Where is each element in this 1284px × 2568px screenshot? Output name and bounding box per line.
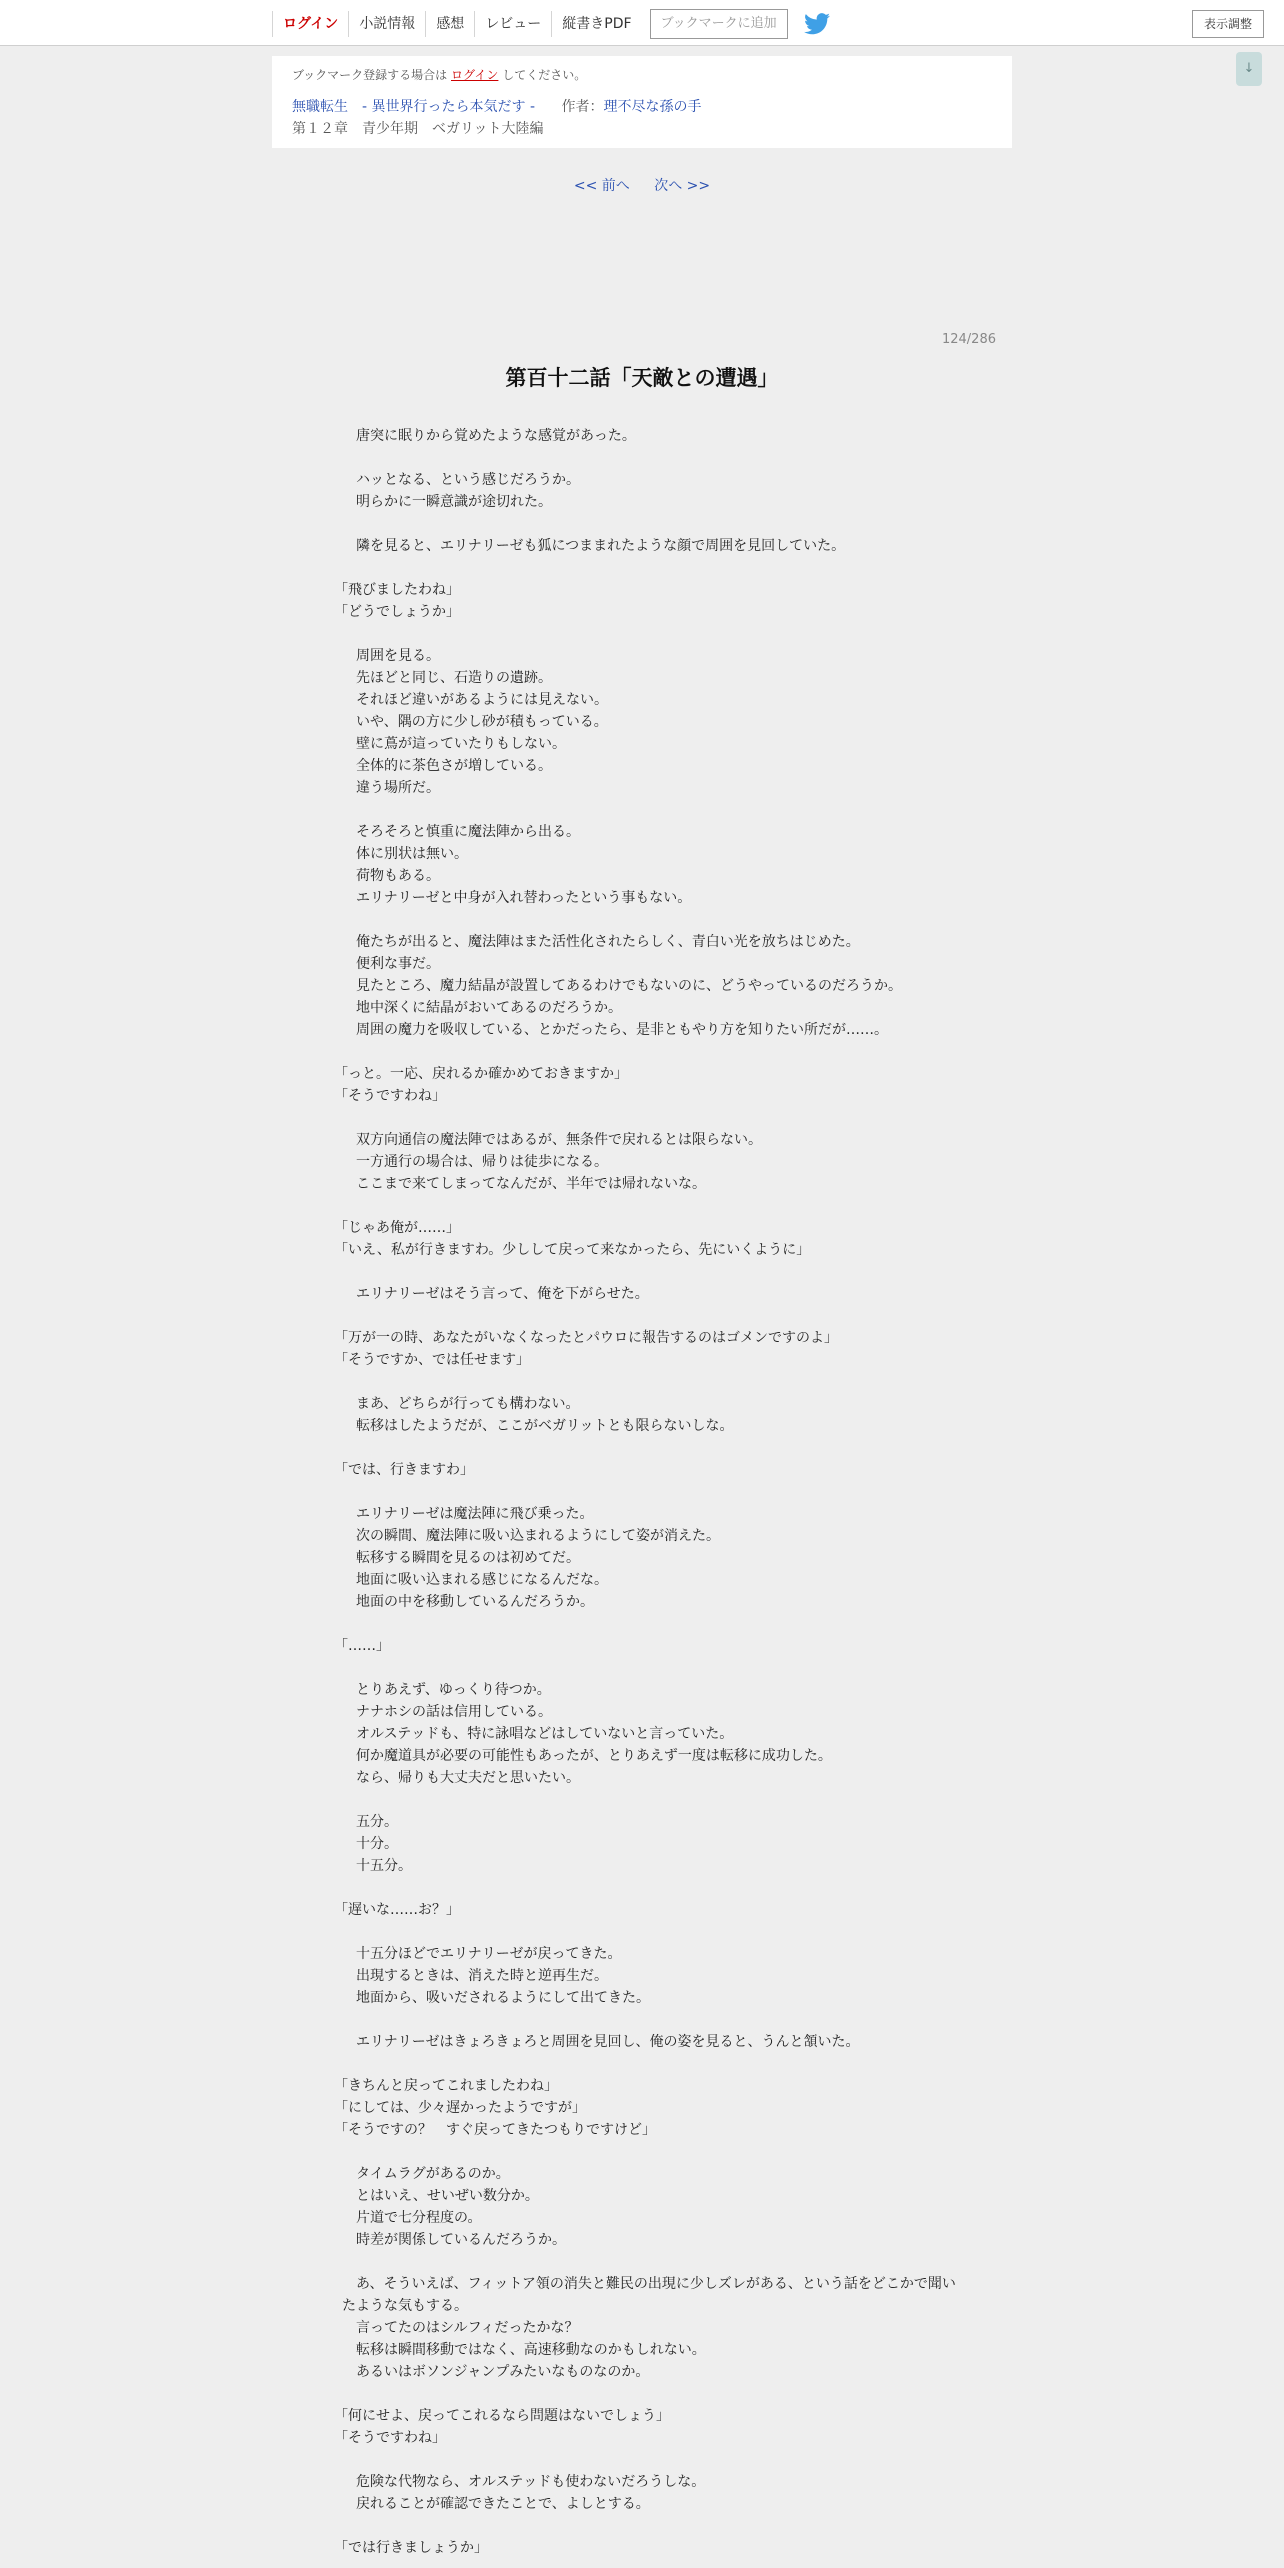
body-line: あるいはボソンジャンプみたいなものなのか。	[342, 2364, 650, 2380]
bookmark-notice-text: ブックマーク登録する場合は	[292, 68, 448, 82]
body-line	[342, 1261, 962, 1283]
chapter-title: 第１２章 青少年期 ベガリット大陸編	[292, 121, 544, 137]
body-line	[342, 447, 962, 469]
body-line	[342, 2383, 962, 2405]
prev-episode-link[interactable]: << 前へ	[573, 178, 630, 194]
body-line	[342, 1041, 962, 1063]
body-line	[342, 1305, 962, 1327]
body-line: 「では行きましょうか」	[334, 2540, 488, 2556]
body-line	[342, 2141, 962, 2163]
bookmark-notice	[292, 64, 992, 86]
body-line: エリナリーゼはきょろきょろと周囲を見回し、俺の姿を見ると、うんと頷いた。	[342, 2034, 860, 2050]
body-line: とはいえ、せいぜい数分か。	[342, 2188, 539, 2204]
body-line: それほど違いがあるようには見えない。	[342, 692, 608, 708]
body-line: 「では、行きますわ」	[334, 1462, 474, 1478]
body-line	[342, 623, 962, 645]
body-line: ここまで来てしまってなんだが、半年では帰れないな。	[342, 1176, 706, 1192]
body-line: 地中深くに結晶がおいてあるのだろうか。	[342, 1000, 622, 1016]
nav-menu	[272, 9, 830, 39]
body-line: ナナホシの話は信用している。	[342, 1704, 552, 1720]
episode-title: 第百十二話「天敵との遭遇」	[505, 366, 779, 390]
body-line: 周囲を見る。	[342, 648, 440, 664]
body-line: 俺たちが出ると、魔法陣はまた活性化されたらしく、青白い光を放ちはじめた。	[342, 934, 860, 950]
body-line: 唐突に眠りから覚めたような感覚があった。	[342, 428, 636, 444]
body-line: 「にしては、少々遅かったようですが」	[334, 2100, 586, 2116]
body-line: 「遅いな……お？」	[334, 1902, 460, 1918]
body-line: 壁に蔦が這っていたりもしない。	[342, 736, 566, 752]
body-line	[342, 1877, 962, 1899]
bookmark-notice-text-end: してください。	[502, 68, 587, 82]
body-line: 危険な代物なら、オルステッドも使わないだろうしな。	[342, 2474, 706, 2490]
author-label: 作者：	[561, 99, 604, 115]
body-line: 「きちんと戻ってこれましたわね」	[334, 2078, 558, 2094]
body-line	[342, 799, 962, 821]
next-episode-link[interactable]: 次へ >>	[654, 178, 711, 194]
episode-body	[334, 425, 962, 2559]
body-line: 言ってたのはシルフィだったかな？	[342, 2320, 579, 2336]
body-line: 体に別状は無い。	[342, 846, 468, 862]
body-line: オルステッドも、特に詠唱などはしていないと言っていた。	[342, 1726, 734, 1742]
body-line: 出現するときは、消えた時と逆再生だ。	[342, 1968, 608, 1984]
body-line: 「そうですの？ すぐ戻ってきたつもりですけど」	[334, 2122, 656, 2138]
body-line	[342, 1371, 962, 1393]
body-line: あ、そういえば、フィットア領の消失と難民の出現に少しズレがある、という話をどこかで聞いたような気もする。	[342, 2276, 956, 2314]
body-line	[342, 2251, 962, 2273]
body-line: まあ、どちらが行っても構わない。	[342, 1396, 580, 1412]
twitter-icon[interactable]	[804, 13, 830, 35]
body-line: 五分。	[342, 1814, 398, 1830]
body-line: 「万が一の時、あなたがいなくなったとパウロに報告するのはゴメンですのよ」	[334, 1330, 838, 1346]
body-line: そろそろと慎重に魔法陣から出る。	[342, 824, 580, 840]
body-line: 十分。	[342, 1836, 398, 1852]
body-line: いや、隅の方に少し砂が積もっている。	[342, 714, 608, 730]
author-link[interactable]: 理不尽な孫の手	[603, 99, 702, 115]
page-count: 124/286	[941, 332, 996, 347]
body-line	[342, 1107, 962, 1129]
body-line: 双方向通信の魔法陣ではあるが、無条件で戻れるとは限らない。	[342, 1132, 762, 1148]
body-line	[342, 1921, 962, 1943]
body-line: 一方通行の場合は、帰りは徒歩になる。	[342, 1154, 608, 1170]
body-line: 違う場所だ。	[342, 780, 440, 796]
body-line: 見たところ、魔力結晶が設置してあるわけでもないのに、どうやっているのだろうか。	[342, 978, 902, 994]
body-line	[342, 2515, 962, 2537]
body-line: 片道で七分程度の。	[342, 2210, 482, 2226]
body-line: 「……」	[334, 1638, 390, 1654]
body-line	[342, 1789, 962, 1811]
body-line: 先ほどと同じ、石造りの遺跡。	[342, 670, 552, 686]
body-line: 転移する瞬間を見るのは初めてだ。	[342, 1550, 580, 1566]
body-line: 隣を見ると、エリナリーゼも狐につままれたような顔で周囲を見回していた。	[342, 538, 846, 554]
body-line: 「っと。一応、戻れるか確かめておきますか」	[334, 1066, 628, 1082]
body-line: 便利な事だ。	[342, 956, 440, 972]
body-line: 荷物もある。	[342, 868, 440, 884]
body-line	[342, 1657, 962, 1679]
body-line	[342, 1437, 962, 1459]
body-line	[342, 2053, 962, 2075]
nav-vertical-pdf-link[interactable]: 縦書きPDF	[551, 11, 641, 37]
body-line: 「そうですか、では任せます」	[334, 1352, 530, 1368]
body-line: 「いえ、私が行きますわ。少しして戻って来なかったら、先にいくように」	[334, 1242, 811, 1258]
body-line: とりあえず、ゆっくり待つか。	[342, 1682, 551, 1698]
nav-login-link[interactable]: ログイン	[272, 11, 348, 37]
body-line: 「どうでしょうか」	[334, 604, 460, 620]
bookmark-add-button[interactable]: ブックマークに追加	[650, 9, 788, 39]
body-line: エリナリーゼは魔法陣に飛び乗った。	[342, 1506, 594, 1522]
body-line: 「じゃあ俺が……」	[334, 1220, 460, 1236]
body-line: 地面から、吸いだされるようにして出てきた。	[342, 1990, 650, 2006]
body-line	[342, 2009, 962, 2031]
body-line	[342, 1613, 962, 1635]
pager	[0, 175, 1284, 195]
nav-novel-info-link[interactable]: 小説情報	[348, 11, 425, 37]
scroll-down-button[interactable]: ↓	[1236, 52, 1262, 86]
body-line: エリナリーゼと中身が入れ替わったという事もない。	[342, 890, 692, 906]
body-line	[342, 1481, 962, 1503]
body-line: 「そうですわね」	[334, 2430, 446, 2446]
body-line	[342, 557, 962, 579]
body-line: 何か魔道具が必要の可能性もあったが、とりあえず一度は転移に成功した。	[342, 1748, 832, 1764]
body-line: 戻れることが確認できたことで、よしとする。	[342, 2496, 650, 2512]
body-line: 明らかに一瞬意識が途切れた。	[342, 494, 552, 510]
body-line: 「何にせよ、戻ってこれるなら問題はないでしょう」	[334, 2408, 670, 2424]
nav-impressions-link[interactable]: 感想	[425, 11, 474, 37]
body-line: 時差が関係しているんだろうか。	[342, 2232, 566, 2248]
body-line: 次の瞬間、魔法陣に吸い込まれるようにして姿が消えた。	[342, 1528, 720, 1544]
body-line: 周囲の魔力を吸収している、とかだったら、是非ともやり方を知りたい所だが……。	[342, 1022, 888, 1038]
body-line: 地面に吸い込まれる感じになるんだな。	[342, 1572, 608, 1588]
body-line: エリナリーゼはそう言って、俺を下がらせた。	[342, 1286, 649, 1302]
body-line	[342, 513, 962, 535]
body-line: タイムラグがあるのか。	[342, 2166, 510, 2182]
body-line	[342, 2449, 962, 2471]
nav-review-link[interactable]: レビュー	[474, 11, 551, 37]
novel-title-link[interactable]: 無職転生 - 異世界行ったら本気だす -	[292, 99, 536, 115]
body-line: 全体的に茶色さが増している。	[342, 758, 552, 774]
body-line: 地面の中を移動しているんだろうか。	[342, 1594, 594, 1610]
body-line: 転移は瞬間移動ではなく、高速移動なのかもしれない。	[342, 2342, 706, 2358]
body-line: 「そうですわね」	[334, 1088, 446, 1104]
top-nav-bar	[0, 0, 1284, 46]
body-line: 「飛びましたわね」	[334, 582, 460, 598]
body-line: なら、帰りも大丈夫だと思いたい。	[342, 1770, 580, 1786]
body-line: 転移はしたようだが、ここがベガリットとも限らないしな。	[342, 1418, 734, 1434]
body-line	[342, 909, 962, 931]
bookmark-notice-login-link[interactable]: ログイン	[451, 68, 499, 82]
novel-info-box	[272, 56, 1012, 148]
display-adjust-button[interactable]: 表示調整	[1192, 10, 1264, 38]
body-line: ハッとなる、という感じだろうか。	[342, 472, 580, 488]
body-line	[342, 1195, 962, 1217]
body-line: 十五分。	[342, 1858, 412, 1874]
body-line: 十五分ほどでエリナリーゼが戻ってきた。	[342, 1946, 622, 1962]
novel-title-line	[292, 96, 992, 118]
